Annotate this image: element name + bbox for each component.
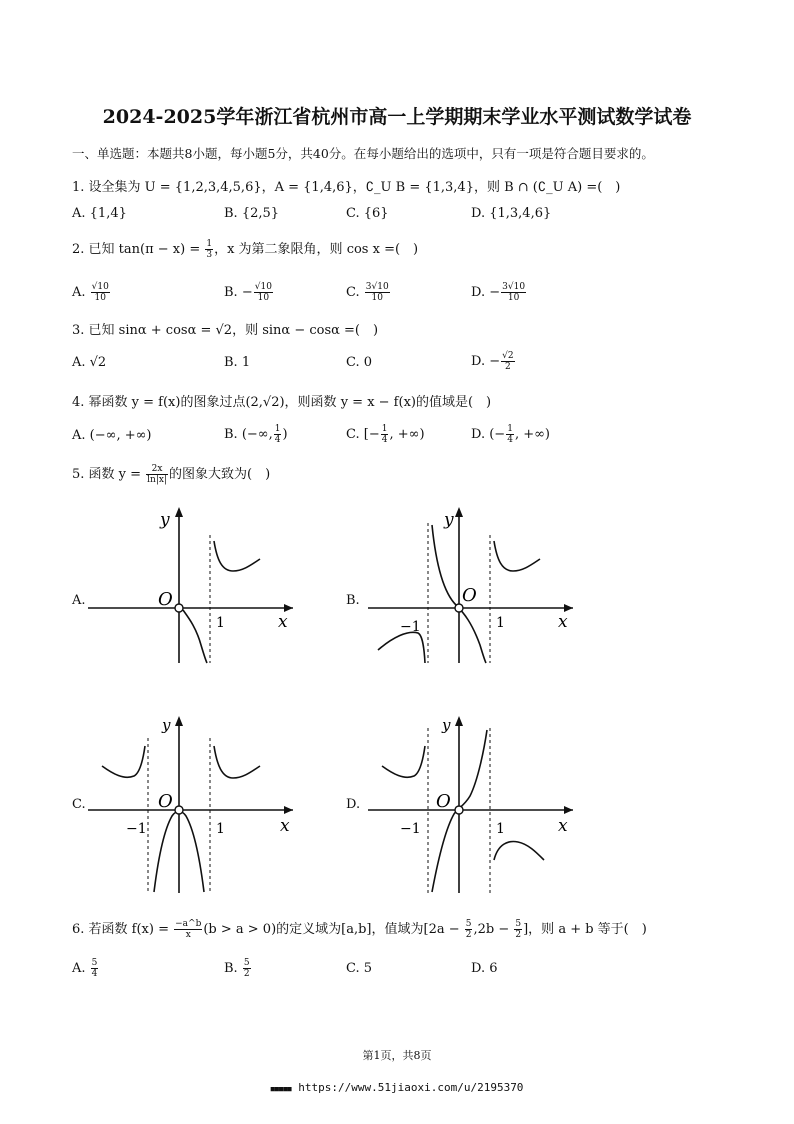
y-label: y (162, 716, 171, 734)
question-4: 4. 幂函数 y = f(x)的图象过点(2,√2)，则函数 y = x − f(x)的值域是( ) (72, 395, 492, 410)
origin-label: O (436, 791, 451, 812)
x-arrow-icon (564, 806, 573, 814)
q1-option-a: A. {1,4} (72, 206, 127, 221)
graph-c (88, 710, 303, 895)
x-label: x (558, 612, 568, 632)
q2-stem-pre: 2. 已知 tan(π − x) = (72, 242, 205, 257)
x-label: x (558, 816, 568, 836)
question-3: 3. 已知 sinα + cosα = √2，则 sinα − cosα =( ) (72, 323, 379, 338)
y-label: y (442, 716, 451, 734)
tick-1-label: 1 (216, 821, 225, 837)
origin-hole (455, 806, 463, 814)
tick-neg1-label: −1 (400, 821, 421, 837)
section-heading: 一、单选题：本题共8小题，每小题5分，共40分。在每小题给出的选项中，只有一项是符合题目要求的。 (72, 146, 654, 161)
q2-option-b: B. − $\frac{√10}{10}$ (224, 282, 272, 303)
q4-option-b: B. (−∞, $\frac{1}{4}$ ) (224, 424, 288, 445)
y-label: y (444, 510, 454, 530)
graph-d (368, 710, 583, 895)
curve-right (214, 746, 260, 778)
page-footer: 第1页，共8页 (362, 1049, 432, 1062)
question-6: 6. 若函数 f(x) = $\frac{-a\^{}b}{x}$ (b > a > 0)的定义域为[a,b]，值域为[2a − $\frac{5}{2}$ ,2b − $\frac{5}{2}$ ]，则 a + b 等于( ) (72, 919, 647, 940)
watermark-url[interactable] (0, 1081, 794, 1094)
q1-option-b: B. {2,5} (224, 206, 280, 221)
x-label: x (278, 612, 288, 632)
x-arrow-icon (564, 604, 573, 612)
origin-label: O (158, 791, 173, 812)
tick-1-label: 1 (496, 821, 505, 837)
origin-hole (175, 604, 183, 612)
q4-option-a: A. (−∞, +∞) (72, 428, 152, 443)
q6-option-b: B. $\frac{5}{2}$ (224, 958, 250, 979)
curve-far-left (102, 746, 145, 777)
q6-option-d: D. 6 (471, 961, 498, 976)
curve-right (494, 842, 544, 860)
q4-option-c: C. [− $\frac{1}{4}$ , +∞) (346, 424, 425, 445)
x-arrow-icon (284, 806, 293, 814)
q3-option-c: C. 0 (346, 355, 373, 370)
q4-option-d: D. (− $\frac{1}{4}$ , +∞) (471, 424, 550, 445)
origin-hole (175, 806, 183, 814)
q2-fraction: $\frac{1}{3}$ (206, 239, 213, 260)
tick-1-label: 1 (496, 615, 505, 631)
curve-right (494, 541, 540, 571)
q5-fraction: $\frac{2x}{\ln|x|}$ (147, 464, 167, 485)
q2-option-a: A. $\frac{√10}{10}$ (72, 282, 109, 303)
q6-option-a: A. $\frac{5}{4}$ (72, 958, 98, 979)
origin-label: O (158, 589, 173, 610)
tick-neg1-label: −1 (400, 619, 421, 635)
y-arrow-icon (175, 716, 183, 726)
x-label: x (280, 816, 290, 836)
curve-far-left (382, 746, 425, 777)
url-prefix: ■■■■■ (270, 1085, 292, 1093)
curve-left (183, 610, 207, 663)
q3-option-d: D. − $\frac{√2}{2}$ (471, 351, 514, 372)
curve-far-left (378, 632, 425, 663)
q1-option-c: C. {6} (346, 206, 389, 221)
question-5: 5. 函数 y = $\frac{2x}{\ln|x|}$ 的图象大致为( ) (72, 464, 271, 485)
q2-option-c: C. $\frac{3√10}{10}$ (346, 282, 389, 303)
y-arrow-icon (455, 507, 463, 517)
question-2 (72, 238, 418, 260)
q5-option-c-label: C. (72, 797, 86, 812)
y-arrow-icon (175, 507, 183, 517)
page-title: 2024-2025学年浙江省杭州市高一上学期期末学业水平测试数学试卷 (102, 106, 692, 128)
tick-neg1-label: −1 (126, 821, 147, 837)
q6-option-c: C. 5 (346, 961, 373, 976)
question-1: 1. 设全集为 U = {1,2,3,4,5,6}，A = {1,4,6}，∁_U B = {1,3,4}，则 B ∩ (∁_U A) =( ) (72, 180, 621, 195)
y-label: y (160, 510, 170, 530)
q2-stem-post: ，x 为第二象限角，则 cos x =( ) (214, 242, 419, 257)
q6-fraction: $\frac{-a\^{}b}{x}$ (175, 919, 202, 940)
graph-b (368, 505, 583, 665)
graph-a (88, 505, 303, 665)
q5-option-a-label: A. (72, 593, 86, 608)
q2-option-d: D. − $\frac{3√10}{10}$ (471, 282, 526, 303)
url-text[interactable]: https://www.51jiaoxi.com/u/2195370 (298, 1081, 524, 1094)
tick-1-label: 1 (216, 615, 225, 631)
q5-option-b-label: B. (346, 593, 360, 608)
curve-right (214, 541, 260, 571)
q5-option-d-label: D. (346, 797, 361, 812)
origin-label: O (462, 585, 477, 606)
y-arrow-icon (455, 716, 463, 726)
x-arrow-icon (284, 604, 293, 612)
q1-option-d: D. {1,3,4,6} (471, 206, 552, 221)
q3-option-a: A. √2 (72, 355, 107, 370)
q3-option-b: B. 1 (224, 355, 251, 370)
